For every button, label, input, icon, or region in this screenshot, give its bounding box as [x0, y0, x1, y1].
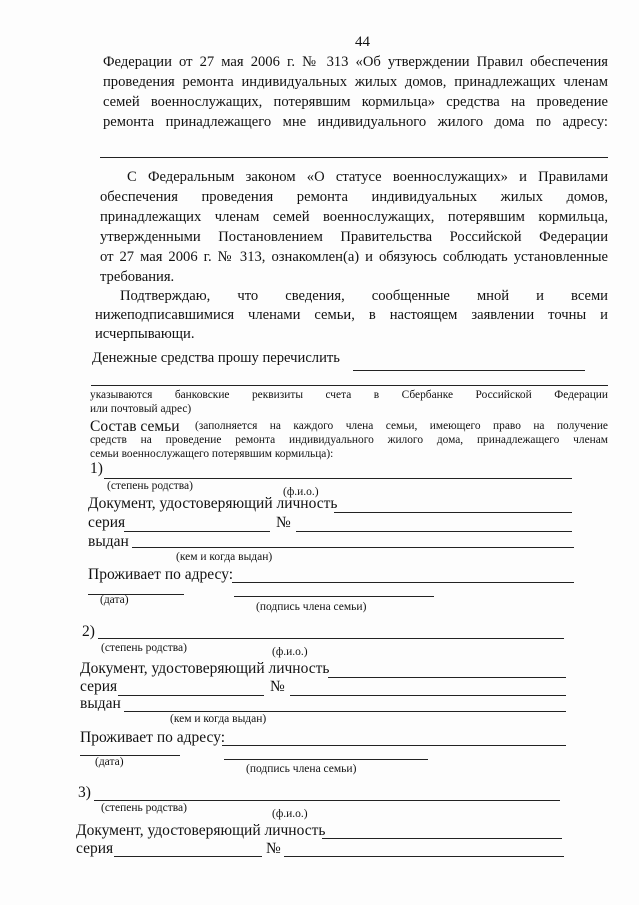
confirm-line: исчерпывающи.: [95, 326, 195, 342]
issued-line: [132, 547, 574, 548]
issued-line: [124, 711, 566, 712]
relation-caption: (степень родства): [101, 802, 187, 814]
intro-line: проведения ремонта индивидуальных жилых домов, принадлежащих членам: [103, 74, 608, 90]
number-label: №: [276, 514, 291, 531]
address-label: Проживает по адресу:: [88, 566, 234, 583]
document-line: [322, 838, 562, 839]
address-fill-line: [100, 157, 608, 158]
ack-line: принадлежащих членам семей военнослужащих, потерявшим кормильца,: [100, 209, 608, 225]
family-note-first: (заполняется на каждого члена семьи, имеющего право на получение: [195, 420, 608, 432]
funds-note-line: или почтовый адрес): [90, 403, 192, 415]
address-line: [232, 582, 574, 583]
confirm-line: нижеподписавшимися членами семьи, в настоящем заявлении точны и: [95, 307, 608, 323]
signature-caption: (подпись члена семьи): [246, 763, 357, 775]
family-heading: Состав семьи: [90, 418, 180, 435]
intro-line: Федерации от 27 мая 2006 г. № 313 «Об утверждении Правил обеспечения: [103, 54, 608, 70]
signature-line: [224, 759, 428, 760]
member-name-line: [98, 638, 564, 639]
date-caption: (дата): [95, 756, 124, 768]
document-line: [328, 677, 566, 678]
issued-caption: (кем и когда выдан): [170, 713, 267, 725]
intro-line: семей военнослужащих, потерявшим кормильца» средства на проведение: [103, 94, 608, 110]
ack-line: С Федеральным законом «О статусе военнослужащих» и Правилами: [127, 169, 608, 185]
address-label: Проживает по адресу:: [80, 729, 226, 746]
family-note-line: семьи военнослужащего потерявшим кормильца):: [90, 448, 334, 460]
fio-caption: (ф.и.о.): [272, 646, 308, 658]
confirm-line: Подтверждаю, что сведения, сообщенные мной и всеми: [120, 288, 608, 304]
member-number: 2): [82, 623, 95, 640]
series-line: [118, 695, 264, 696]
funds-fill-line: [353, 370, 585, 371]
address-line: [222, 745, 566, 746]
fio-caption: (ф.и.о.): [272, 808, 308, 820]
series-line: [114, 856, 262, 857]
document-label: Документ, удостоверяющий личность: [76, 822, 326, 839]
ack-line: требования.: [100, 269, 175, 285]
fio-caption: (ф.и.о.): [283, 486, 319, 498]
member-name-line: [94, 800, 560, 801]
issued-caption: (кем и когда выдан): [176, 551, 273, 563]
intro-line: ремонта принадлежащего мне индивидуального жилого дома по адресу:: [103, 114, 608, 130]
member-number: 1): [90, 460, 103, 477]
document-label: Документ, удостоверяющий личность: [88, 495, 338, 512]
document-line: [334, 512, 572, 513]
page-number: 44: [355, 34, 370, 50]
signature-line: [234, 596, 434, 597]
relation-caption: (степень родства): [101, 642, 187, 654]
number-label: №: [270, 678, 285, 695]
series-label: серия: [88, 514, 126, 531]
signature-caption: (подпись члена семьи): [256, 601, 367, 613]
number-line: [290, 695, 566, 696]
number-line: [284, 856, 564, 857]
ack-line: от 27 мая 2006 г. № 313, ознакомлен(а) и обязуюсь соблюдать установленные: [100, 249, 608, 265]
series-label: серия: [76, 840, 114, 857]
funds-fill-line-2: [91, 385, 608, 386]
funds-note-line: указываются банковские реквизиты счета в Сбербанке Российской Федерации: [90, 389, 608, 401]
number-line: [296, 531, 572, 532]
number-label: №: [266, 840, 281, 857]
date-caption: (дата): [100, 594, 129, 606]
ack-line: обеспечения проведения ремонта индивидуальных жилых домов,: [100, 189, 608, 205]
issued-label: выдан: [88, 533, 129, 550]
issued-label: выдан: [80, 695, 121, 712]
document-label: Документ, удостоверяющий личность: [80, 660, 330, 677]
series-label: серия: [80, 678, 118, 695]
funds-label: Денежные средства прошу перечислить: [92, 350, 340, 366]
member-number: 3): [78, 784, 91, 801]
ack-line: утвержденными Постановлением Правительства Российской Федерации: [100, 229, 608, 245]
relation-caption: (степень родства): [107, 480, 193, 492]
member-name-line: [104, 478, 572, 479]
family-note-line: средств на проведение ремонта индивидуального жилого дома, принадлежащего членам: [90, 434, 608, 446]
series-line: [124, 531, 270, 532]
